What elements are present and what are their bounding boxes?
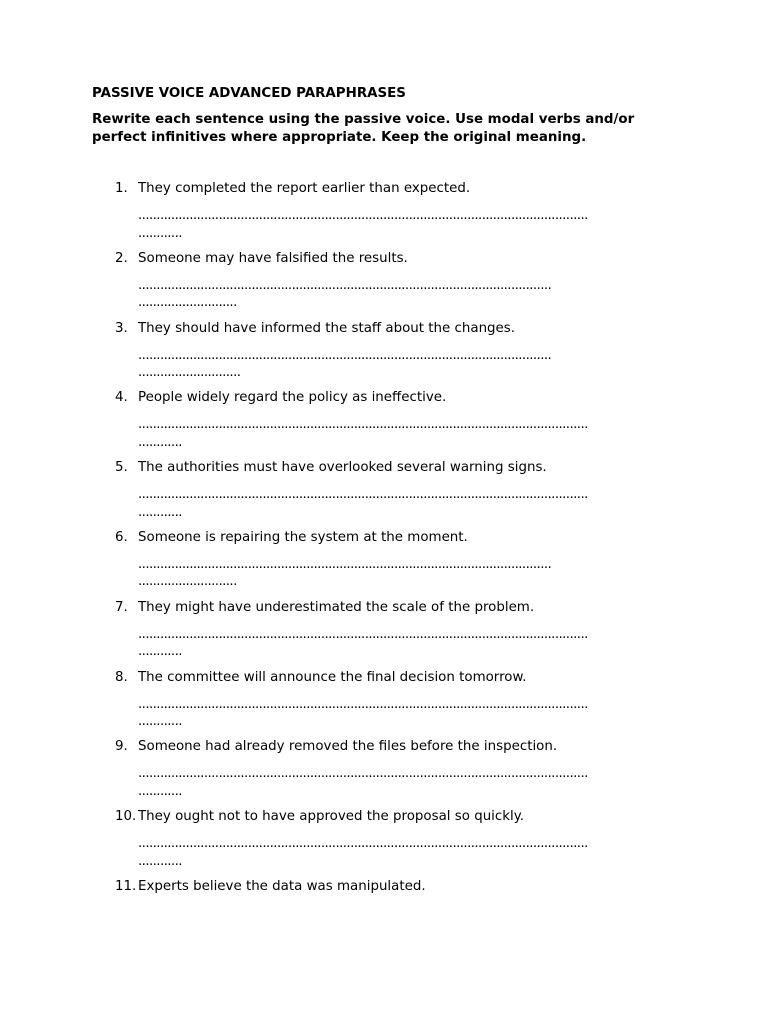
answer-dots-2: ............: [138, 504, 182, 520]
answer-line[interactable]: [138, 696, 678, 731]
exercise-item-2: [0, 250, 768, 320]
item-sentence: They completed the report earlier than expected.: [138, 181, 471, 196]
item-sentence: The authorities must have overlooked several warning signs.: [138, 460, 547, 476]
answer-dots-1: ...........................................................................................................................: [138, 836, 588, 852]
exercise-item-5: [0, 459, 768, 529]
exercise-list: [0, 180, 768, 948]
answer-line[interactable]: [138, 486, 678, 521]
item-number: 6.: [115, 529, 128, 545]
answer-dots-1: ...........................................................................................................................: [138, 487, 588, 503]
worksheet-instructions: Rewrite each sentence using the passive voice. Use modal verbs and/or perfect infinitives where appropriate. Keep the original meaning.: [92, 112, 635, 145]
item-sentence: Someone is repairing the system at the moment.: [138, 529, 468, 545]
answer-dots-1: ...........................................................................................................................: [138, 696, 588, 712]
answer-dots-2: ............................: [138, 365, 241, 381]
answer-line[interactable]: [138, 207, 678, 242]
answer-dots-1: .................................................................................................................: [138, 556, 552, 572]
answer-dots-2: ............: [138, 783, 182, 799]
answer-dots-1: ...........................................................................................................................: [138, 208, 588, 223]
item-sentence: They might have underestimated the scale of the problem.: [138, 599, 535, 615]
item-sentence: People widely regard the policy as ineffective.: [138, 390, 447, 406]
answer-dots-2: ............: [138, 644, 182, 660]
item-number: 9.: [115, 739, 128, 755]
answer-dots-2: ............: [138, 714, 182, 730]
item-number: 3.: [115, 320, 128, 336]
item-number: 1.: [115, 181, 128, 196]
answer-dots-1: ...........................................................................................................................: [138, 417, 588, 433]
item-sentence: Someone may have falsified the results.: [138, 250, 408, 266]
exercise-item-8: [0, 669, 768, 739]
exercise-item-4: [0, 389, 768, 459]
exercise-item-11: [0, 878, 768, 948]
answer-line[interactable]: [138, 556, 678, 591]
exercise-item-1: [0, 180, 768, 250]
exercise-item-6: [0, 529, 768, 599]
item-number: 5.: [115, 460, 128, 476]
item-sentence: Experts believe the data was manipulated.: [138, 878, 426, 894]
item-number: 4.: [115, 390, 128, 406]
exercise-item-10: [0, 808, 768, 878]
exercise-item-7: [0, 599, 768, 669]
answer-dots-2: ............: [138, 434, 182, 450]
item-sentence: They should have informed the staff about the changes.: [138, 320, 516, 336]
answer-dots-1: ...........................................................................................................................: [138, 766, 588, 782]
answer-line[interactable]: [138, 765, 678, 800]
answer-line[interactable]: [138, 347, 678, 382]
item-sentence: Someone had already removed the files before the inspection.: [138, 739, 558, 755]
answer-dots-1: .................................................................................................................: [138, 277, 552, 293]
item-number: 2.: [115, 250, 128, 266]
answer-dots-1: ...........................................................................................................................: [138, 626, 588, 642]
worksheet-title: PASSIVE VOICE ADVANCED PARAPHRASES: [92, 86, 406, 101]
answer-dots-2: ...........................: [138, 574, 237, 590]
answer-dots-2: ...........................: [138, 295, 237, 311]
answer-line[interactable]: [138, 626, 678, 661]
item-number: 11.: [115, 878, 137, 894]
item-number: 8.: [115, 669, 128, 685]
answer-line[interactable]: [138, 277, 678, 312]
answer-dots-1: .................................................................................................................: [138, 347, 552, 363]
answer-line[interactable]: [138, 835, 678, 870]
answer-line[interactable]: [138, 416, 678, 451]
item-sentence: They ought not to have approved the proposal so quickly.: [138, 809, 525, 825]
item-number: 10.: [115, 809, 137, 825]
exercise-item-3: [0, 320, 768, 390]
item-number: 7.: [115, 599, 128, 615]
answer-dots-2: ............: [138, 853, 182, 869]
exercise-item-9: [0, 738, 768, 808]
answer-dots-2: ............: [138, 225, 182, 241]
item-sentence: The committee will announce the final decision tomorrow.: [138, 669, 527, 685]
